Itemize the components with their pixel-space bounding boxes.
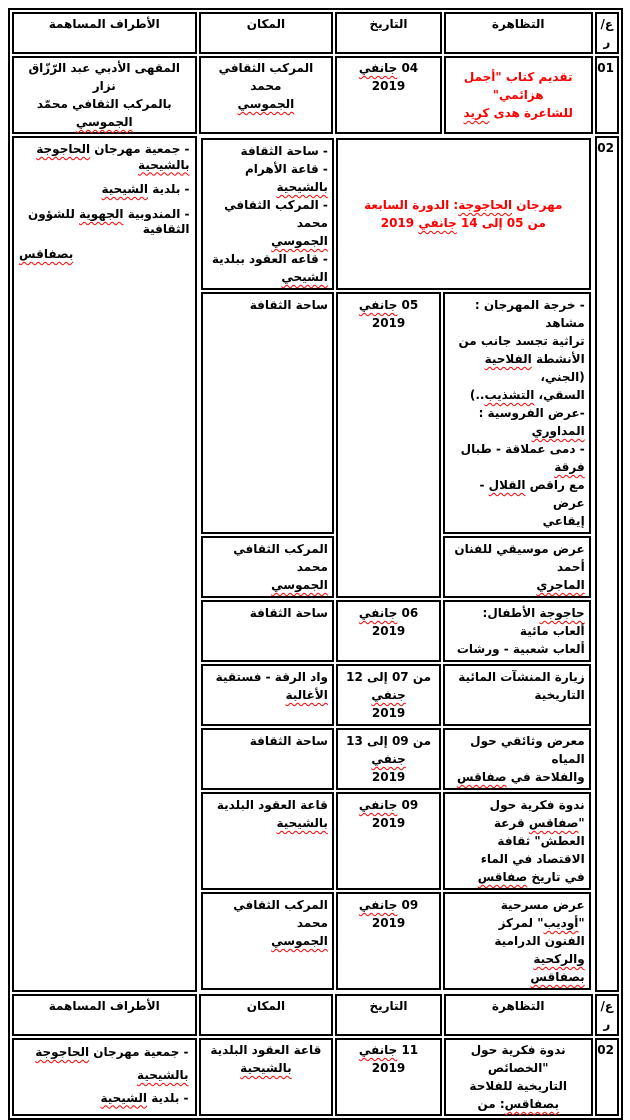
cell-event: عرض موسيقي للفنان أحمد الماجري <box>443 536 590 598</box>
header-date: التاريخ <box>335 994 441 1036</box>
cell-date: 09 جانفي 2019 <box>336 892 441 990</box>
cell-place: المركب الثقافي محمد الجموسي <box>201 536 334 598</box>
cell-date: 11 جانفي 2019 <box>335 1038 441 1116</box>
cell-place: قاعة العقود البلدية بالشيحية <box>199 1038 334 1116</box>
festival-row <box>201 792 591 890</box>
partner-line: بصفاقس <box>19 246 74 261</box>
header-place: المكان <box>199 12 334 54</box>
cell-event: زيارة المنشآت المائية التاريخية <box>443 664 590 726</box>
partner-line: - جمعية مهرجان الحاجوجة بالشيحية <box>36 142 190 172</box>
table-row-02-continued <box>12 1038 619 1116</box>
cell-date: 04 جانفي 2019 <box>335 56 441 134</box>
cell-event: عرض مسرحية "أوديب" لمركز الفنون الدرامية والركحية بصفاقس <box>443 892 590 990</box>
cell-event: تقديم كتاب "أجمل هزائمي" للشاعرة هدى كريد <box>444 56 593 134</box>
header-date: التاريخ <box>335 12 441 54</box>
cell-event: ندوة فكرية حول "صفاقس قرعة العطش" ثقافة الاقتصاد في الماء في تاريخ صفاقس <box>443 792 590 890</box>
festival-row <box>201 892 591 990</box>
cell-place: ساحة الثقافة <box>201 600 334 662</box>
festival-row <box>201 600 591 662</box>
table-header-row-2 <box>12 994 619 1036</box>
header-event: التظاهرة <box>444 12 593 54</box>
cell-place: ساحة الثقافة <box>201 292 334 534</box>
cell-partners: المقهى الأدبي عبد الرّزّاق نزار بالمركب الثقافي محمّد الجموسي <box>12 56 197 134</box>
festival-row <box>201 664 591 726</box>
header-num: ع/ر <box>595 994 619 1036</box>
cell-date: 05 جانفي 2019 <box>336 292 441 598</box>
cell-date: 09 جانفي 2019 <box>336 792 441 890</box>
partner-line: - بلدية الشيحية <box>101 182 190 197</box>
cell-place: المركب الثقافي محمد الجموسي <box>201 892 334 990</box>
cell-place: المركب الثقافي محمد الجموسي <box>199 56 334 134</box>
cell-event: حاجوجة الأطفال: ألعاب مائية ألعاب شعبية - ورشات <box>443 600 590 662</box>
cell-date: من 09 إلى 13 جنفي 2019 <box>336 728 441 790</box>
festival-row <box>201 728 591 790</box>
cell-event: ندوة فكرية حول "الخصائص التاريخية للفلاحة بصفاقس: من <box>444 1038 593 1116</box>
cell-place: واد الرقة - فستقية الأغالبة <box>201 664 334 726</box>
cell-partners <box>12 136 197 992</box>
header-place: المكان <box>199 994 334 1036</box>
header-event: التظاهرة <box>444 994 593 1036</box>
cell-place: ساحة الثقافة <box>201 728 334 790</box>
header-num: ع/ر <box>595 12 619 54</box>
cell-num: 02 <box>595 1038 619 1116</box>
header-partners: الأطراف المساهمة <box>12 12 197 54</box>
cell-num: 02 <box>595 136 619 992</box>
table-row-01 <box>12 56 619 134</box>
cell-event: - خرجة المهرجان : مشاهد تراثية تجسد جانب من الأنشطة الفلاحية (الجني، السقي، التشذيب..) -عرض الفروسية : المداوري - دمى عملاقة - طبال فرقة مع راقص القلال - عرض إيقاعي <box>443 292 590 534</box>
events-table <box>8 8 623 1120</box>
table-header-row <box>12 12 619 54</box>
festival-nested-table <box>199 136 593 992</box>
cell-partners: - جمعية مهرجان الحاجوجة بالشيحية - بلدية الشيحية <box>12 1038 197 1116</box>
table-row-02 <box>12 136 619 992</box>
festival-title: مهرجان الحاجوجة: الدورة السابعة من 05 إلى 14 جانفي 2019 <box>336 138 591 290</box>
festival-venues: - ساحة الثقافة - قاعة الأهرام بالشيحية - المركب الثقافي محمد الجموسي - قاعه العقود ببلدية الشيحي <box>201 138 334 290</box>
cell-date: 06 جانفي 2019 <box>336 600 441 662</box>
partner-line: - المندوبية الجهوية للشؤون الثقافية <box>27 206 190 237</box>
festival-title-row <box>201 138 591 290</box>
header-partners: الأطراف المساهمة <box>12 994 197 1036</box>
cell-date: من 07 إلى 12 جنفي 2019 <box>336 664 441 726</box>
cell-event: معرض وثائقي حول المياه والفلاحة في صفاقس <box>443 728 590 790</box>
festival-row <box>201 292 591 534</box>
cell-num: 01 <box>595 56 619 134</box>
festival-subgrid <box>199 136 593 992</box>
cell-place: قاعة العقود البلدية بالشيحية <box>201 792 334 890</box>
